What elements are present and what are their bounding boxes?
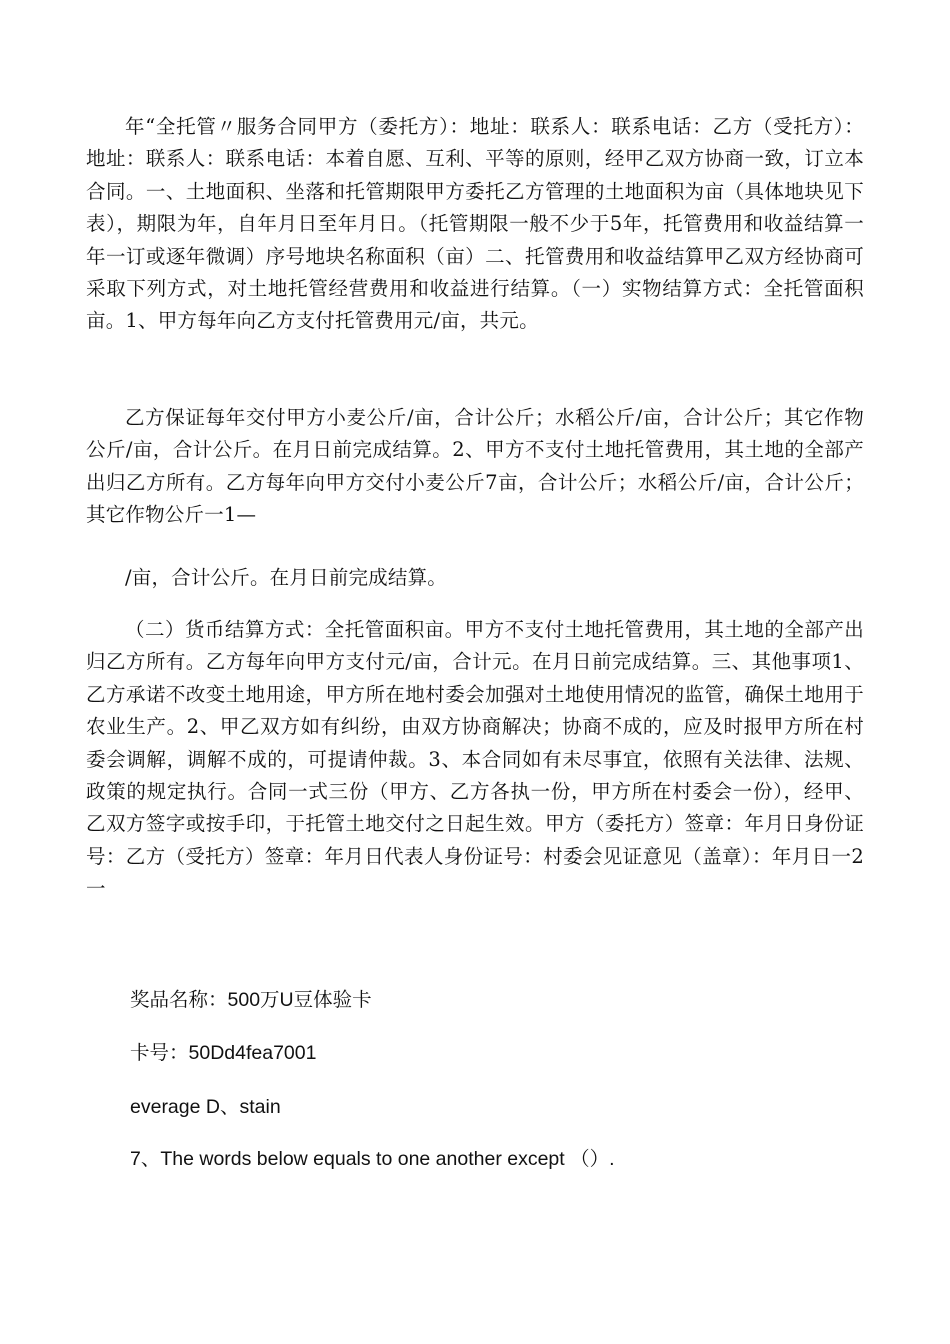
option-line: everage D、stain [130,1096,281,1118]
prize-name-line: 奖品名称：500万U豆体验卡 [130,989,372,1011]
contract-paragraph-1: 年“全托管〃服务合同甲方（委托方）：地址：联系人：联系电话：乙方（受托方）：地址：联系人：联系电话：本着自愿、互利、平等的原则，经甲乙双方协商一致，订立本合同。一、土地面积、坐落和托管期限甲方委托乙方管理的土地面积为亩（具体地块见下表），期限为年，自年月日至年月日。（托管期限一般不少于5年，托管费用和收益结算一年一订或逐年微调）序号地块名称面积（亩）二、托管费用和收益结算甲乙双方经协商可采取下列方式，对土地托管经营费用和收益进行结算。（一）实物结算方式：全托管面积亩。1、甲方每年向乙方支付托管费用元/亩，共元。 [86,115,864,333]
contract-paragraph-2: 乙方保证每年交付甲方小麦公斤/亩，合计公斤；水稻公斤/亩，合计公斤；其它作物公斤/亩，合计公斤。在月日前完成结算。2、甲方不支付土地托管费用，其土地的全部产出归乙方所有。乙方每年向甲方交付小麦公斤7亩，合计公斤；水稻公斤/亩，合计公斤；其它作物公斤一1— [86,406,864,527]
card-number-line: 卡号：50Dd4fea7001 [130,1042,317,1064]
contract-paragraph-4: （二）货币结算方式：全托管面积亩。甲方不支付土地托管费用，其土地的全部产出归乙方所有。乙方每年向甲方支付元/亩，合计元。在月日前完成结算。三、其他事项1、乙方承诺不改变土地用途，甲方所在地村委会加强对土地使用情况的监管，确保土地用于农业生产。2、甲乙双方如有纠纷，由双方协商解决；协商不成的，应及时报甲方所在村委会调解，调解不成的，可提请仲裁。3、本合同如有未尽事宜，依照有关法律、法规、政策的规定执行。合同一式三份（甲方、乙方各执一份，甲方所在村委会一份），经甲、乙双方签字或按手印，于托管土地交付之日起生效。甲方（委托方）签章：年月日身份证号：乙方（受托方）签章：年月日代表人身份证号：村委会见证意见（盖章）：年月日一2一 [86,618,864,901]
question-line: 7、The words below equals to one another except （）. [130,1148,615,1170]
contract-paragraph-3: /亩，合计公斤。在月日前完成结算。 [125,566,447,589]
